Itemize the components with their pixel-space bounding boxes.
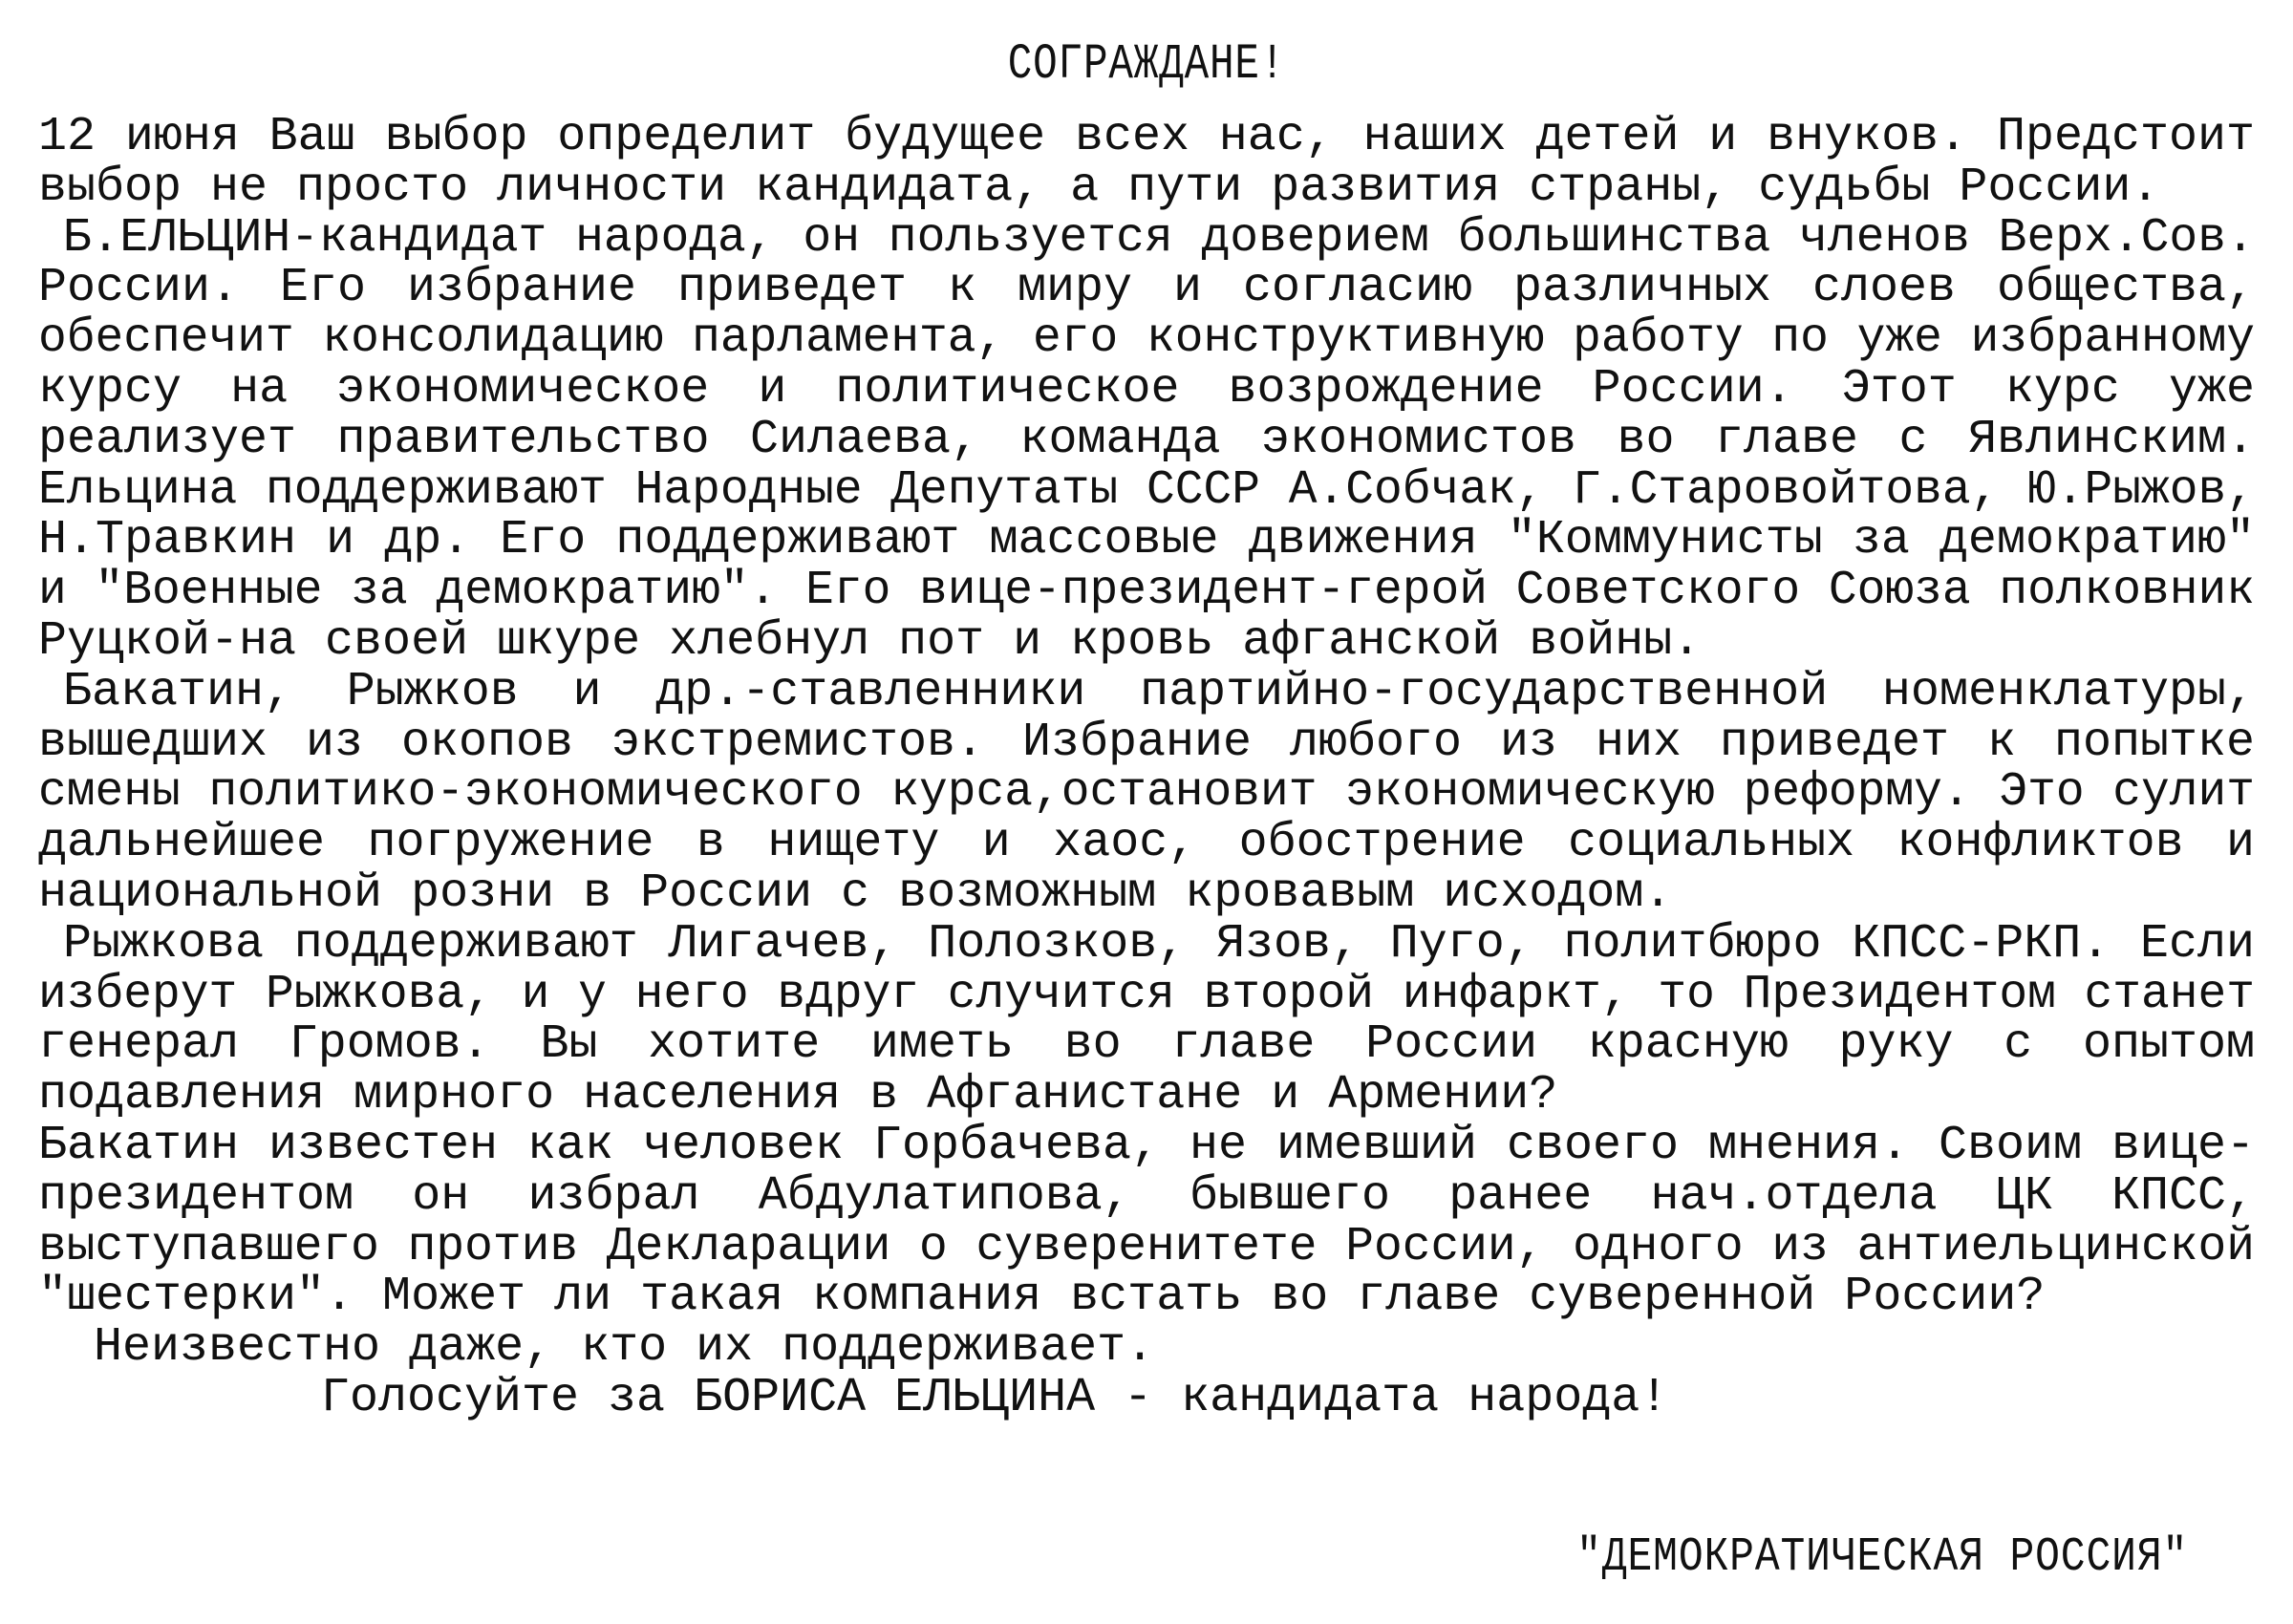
text-line: курсу на экономическое и политическое возрождение России. Этот курс уже <box>38 361 2255 417</box>
text-line: национальной розни в России с возможным кровавым исходом. <box>38 865 1673 921</box>
document-title: СОГРАЖДАНЕ! <box>1007 36 1286 93</box>
text-line: Ельцина поддерживают Народные Депутаты СССР А.Собчак, Г.Старовойтова, Ю.Рыжов, <box>38 462 2256 518</box>
text-line: изберут Рыжкова, и у него вдруг случится второй инфаркт, то Президентом станет <box>38 967 2256 1022</box>
text-line: Голосуйте за БОРИСА ЕЛЬЦИНА - кандидата народа! <box>321 1370 1669 1425</box>
text-line: Н.Травкин и др. Его поддерживают массовые движения "Коммунисты за демократию" <box>38 513 2255 568</box>
text-line: и "Военные за демократию". Его вице-президент-герой Советского Союза полковник <box>38 564 2256 619</box>
text-line: реализует правительство Силаева, команда экономистов во главе с Явлинским. <box>38 412 2255 467</box>
text-line: вышедших из окопов экстремистов. Избрание любого из них приведет к попытке <box>38 715 2255 770</box>
text-line: подавления мирного населения в Афганистане и Армении? <box>38 1068 1558 1123</box>
text-line: Бакатин известен как человек Горбачева, не имевший своего мнения. Своим вице- <box>38 1118 2255 1173</box>
text-line: дальнейшее погружение в нищету и хаос, обострение социальных конфликтов и <box>38 816 2255 871</box>
text-line: "шестерки". Может ли такая компания встать во главе суверенной России? <box>38 1270 2046 1325</box>
text-line: Рыжкова поддерживают Лигачев, Полозков, Язов, Пуго, политбюро КПСС-РКП. Если <box>63 916 2255 972</box>
text-line: Б.ЕЛЬЦИН-кандидат народа, он пользуется доверием большинства членов Верх.Сов. <box>62 210 2255 266</box>
text-line: 12 июня Ваш выбор определит будущее всех нас, наших детей и внуков. Предстоит <box>38 110 2255 164</box>
text-line: генерал Громов. Вы хотите иметь во главе России красную руку с опытом <box>38 1017 2255 1073</box>
text-line: Руцкой-на своей шкуре хлебнул пот и кровь афганской войны. <box>38 613 1702 669</box>
text-line: России. Его избрание приведет к миру и согласию различных слоев общества, <box>38 261 2255 316</box>
text-line: смены политико-экономического курса,остановит экономическую реформу. Это сулит <box>38 765 2256 821</box>
document-body <box>38 110 2256 1425</box>
text-line: выступавшего против Декларации о суверенитете России, одного из антиельцинской <box>38 1219 2256 1274</box>
signature: "ДЕМОКРАТИЧЕСКАЯ РОССИЯ" <box>1576 1530 2188 1585</box>
text-line: выбор не просто личности кандидата, а пути развития страны, судьбы России. <box>38 160 2160 215</box>
text-line: Бакатин, Рыжков и др.-ставленники партийно-государственной номенклатуры, <box>63 664 2255 719</box>
text-line: обеспечит консолидацию парламента, его конструктивную работу по уже избранному <box>38 311 2256 367</box>
text-line: президентом он избрал Абдулатипова, бывшего ранее нач.отдела ЦК КПСС, <box>38 1168 2255 1224</box>
text-line: Неизвестно даже, кто их поддерживает. <box>94 1320 1155 1376</box>
